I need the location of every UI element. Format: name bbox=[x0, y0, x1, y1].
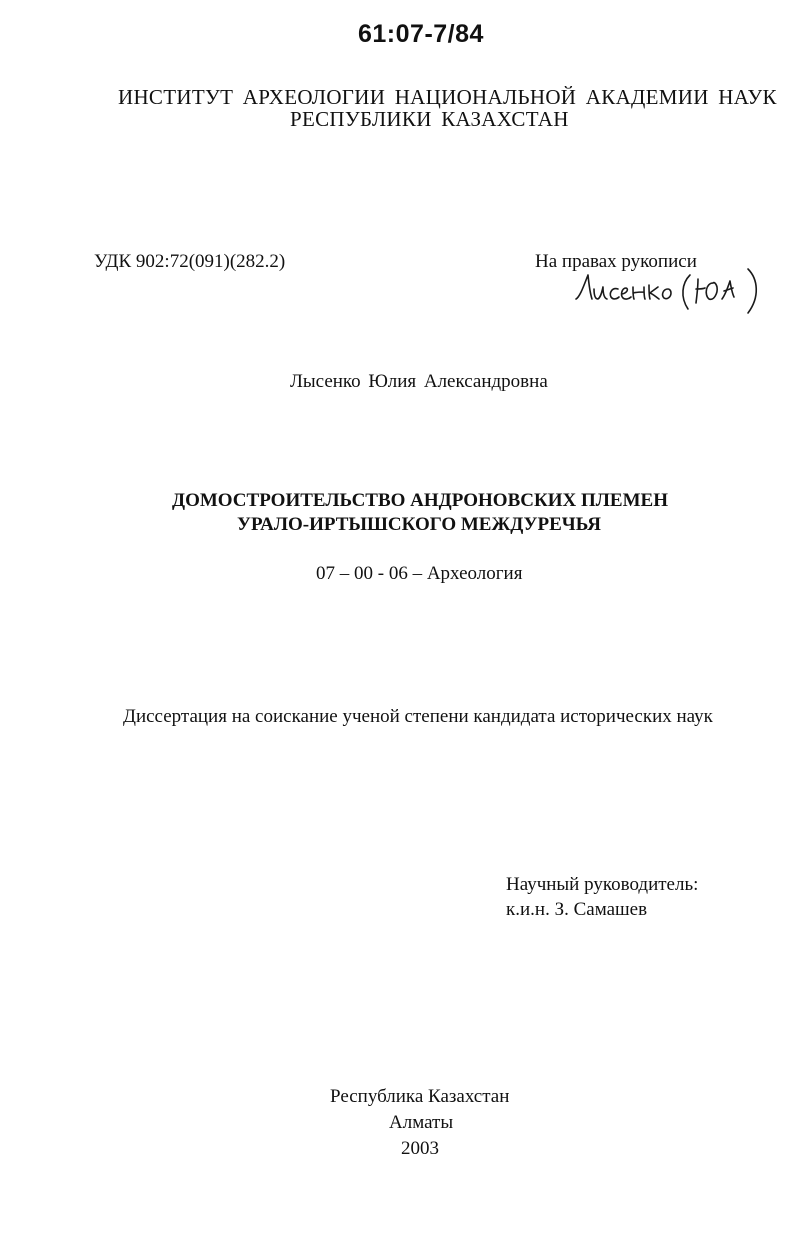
supervisor-label: Научный руководитель: bbox=[506, 874, 699, 895]
country: Республика Казахстан bbox=[330, 1086, 510, 1107]
handwritten-signature bbox=[572, 263, 772, 319]
udk-code: УДК 902:72(091)(282.2) bbox=[94, 251, 286, 272]
specialty-code: 07 – 00 - 06 – Археология bbox=[316, 563, 523, 584]
city: Алматы bbox=[389, 1112, 454, 1133]
institute-name-line2: РЕСПУБЛИКИ КАЗАХСТАН bbox=[290, 107, 569, 131]
author-name: Лысенко Юлия Александровна bbox=[290, 371, 548, 392]
dissertation-title-line1: ДОМОСТРОИТЕЛЬСТВО АНДРОНОВСКИХ ПЛЕМЕН bbox=[172, 490, 668, 511]
archive-code: 61:07-7/84 bbox=[358, 20, 484, 48]
degree-statement: Диссертация на соискание ученой степени кандидата исторических наук bbox=[123, 706, 713, 727]
manuscript-rights: На правах рукописи bbox=[535, 251, 697, 272]
dissertation-title-line2: УРАЛО-ИРТЫШСКОГО МЕЖДУРЕЧЬЯ bbox=[237, 514, 601, 535]
year: 2003 bbox=[401, 1138, 439, 1159]
institute-name-line1: ИНСТИТУТ АРХЕОЛОГИИ НАЦИОНАЛЬНОЙ АКАДЕМИИ НАУК bbox=[118, 85, 777, 109]
supervisor-name: к.и.н. З. Самашев bbox=[506, 899, 648, 920]
